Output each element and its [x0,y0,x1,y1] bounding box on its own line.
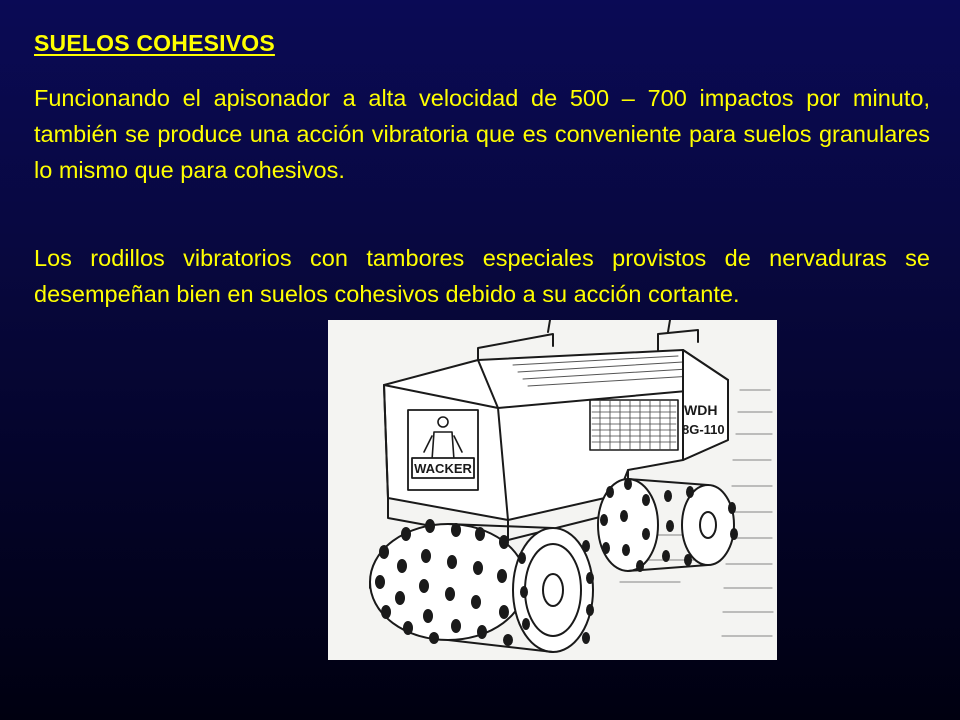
brand-plate-text: WACKER [414,461,472,476]
model-plate-line1: WDH [684,402,718,418]
paragraph-rodillos: Los rodillos vibratorios con tambores especiales provistos de nervaduras se desempeñan bien en suelos cohesivos debido a su acción cortante. [34,245,930,307]
slide-title: SUELOS COHESIVOS [34,30,275,56]
roller-drawing-svg [328,320,777,660]
model-plate-line2: 8G-110 [682,422,725,437]
roller-illustration [328,320,777,660]
paragraph-apisonador: Funcionando el apisonador a alta velocidad de 500 – 700 impactos por minuto, también se produce una acción vibratoria que es conveniente para suelos granulares lo mismo que para cohesivos. [34,85,930,183]
